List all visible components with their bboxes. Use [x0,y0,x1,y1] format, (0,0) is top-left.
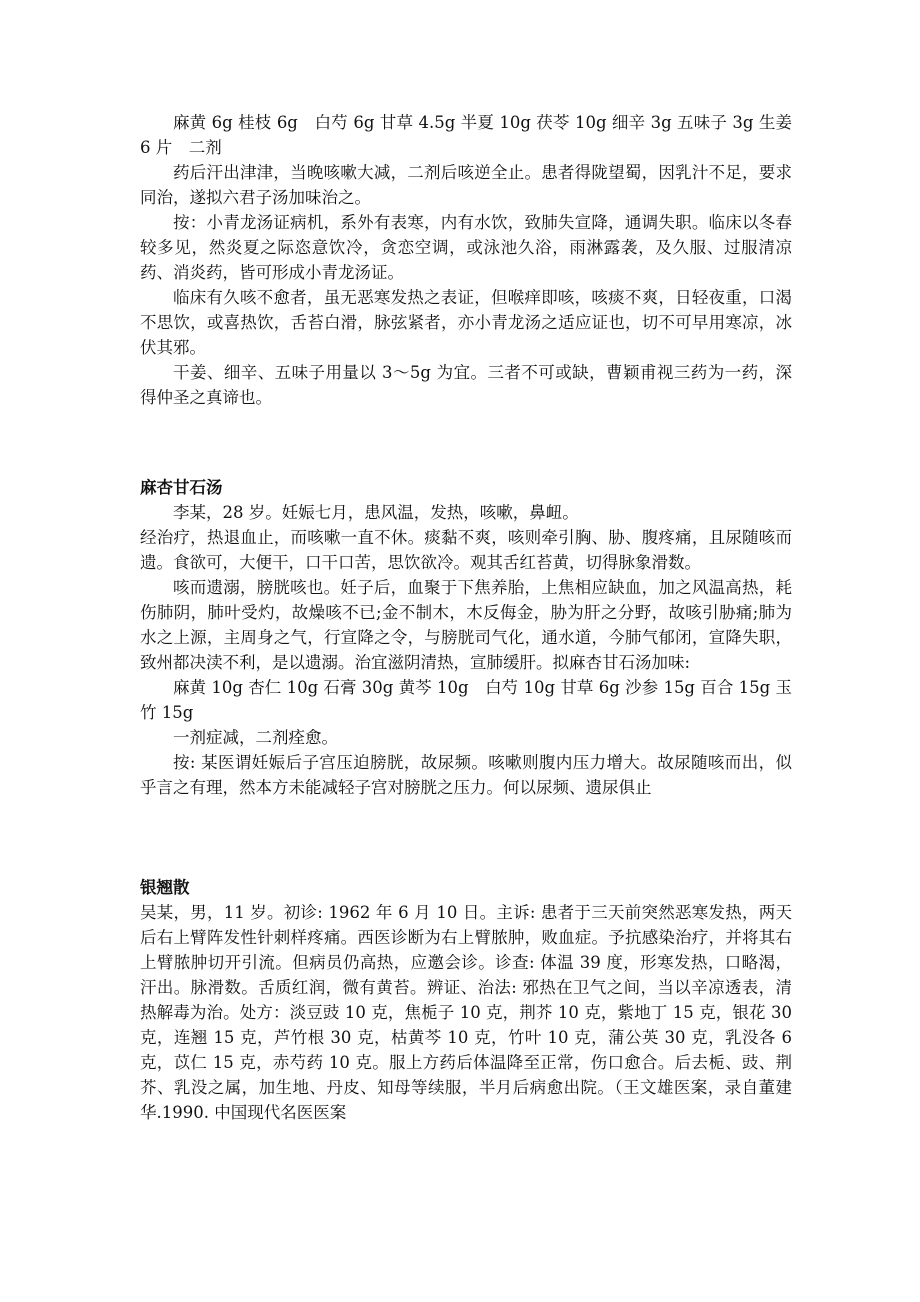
treatment-result: 一剂症减，二剂痊愈。 [173,728,338,747]
commentary-paragraph: 按: 某医谓妊娠后子宫压迫膀胱，故尿频。咳嗽则腹内压力增大。故尿随咳而出，似乎言之有理，然本方未能减轻子宫对膀胱之压力。何以尿频、遗尿俱止 [140,753,792,797]
prescription-maxingganshi: 麻黄 10g 杏仁 10g 石膏 30g 黄芩 10g 白芍 10g 甘草 6g 沙参 15g 百合 15g 玉竹 15g [140,678,792,722]
case-course: 经治疗，热退血止，而咳嗽一直不休。痰黏不爽，咳则牵引胸、胁、腹疼痛，且尿随咳而遗。食欲可，大便干，口干口苦，思饮欲冷。观其舌红苔黄，切得脉象滑数。 [140,528,792,572]
document-page [140,110,792,1125]
case-record: 吴某，男，11 岁。初诊: 1962 年 6 月 10 日。主诉: 患者于三天前突然恶寒发热，两天后右上臂阵发性针刺样疼痛。西医诊断为右上臂脓肿，败血症。予抗感染治疗，并将其右上臂脓肿切开引流。但病员仍高热，应邀会诊。诊查: 体温 39 度，形寒发热，口略渴，汗出。脉滑数。舌质红润，微有黄苔。辨证、治法: 邪热在卫气之间，当以辛凉透表，清热解毒为治。处方：淡豆豉 10 克，焦栀子 10 克，荆芥 10 克，紫地丁 15 克，银花 30 克，连翘 15 克，芦竹根 30 克，枯黄芩 10 克，竹叶 10 克，蒲公英 30 克，乳没各 6 克，苡仁 15 克，赤芍药 10 克。服上方药后体温降至正常，伤口愈合。后去栀、豉、荆芥、乳没之属，加生地、丹皮、知母等续服，半月后病愈出院。（王文雄医案，录自董建华.1990. 中国现代名医医案 [140,903,792,1122]
case-analysis: 咳而遗溺，膀胱咳也。妊子后，血聚于下焦养胎，上焦相应缺血，加之风温高热，耗伤肺阴，肺叶受灼，故燥咳不已;金不制木，木反侮金，胁为肝之分野，故咳引胁痛;肺为水之上源，主周身之气，行宣降之令，与膀胱司气化，通水道，今肺气郁闭，宣降失职，致州都决渎不利，是以遗溺。治宜滋阴清热，宣肺缓肝。拟麻杏甘石汤加味: [140,578,792,672]
case-intro: 李某，28 岁。妊娠七月，患风温，发热，咳嗽，鼻衄。 [173,503,579,522]
section-spacer [140,800,792,875]
section-title-yinqiao: 银翘散 [140,878,190,897]
treatment-result: 药后汗出津津，当晚咳嗽大减，二剂后咳逆全止。患者得陇望蜀，因乳汁不足，要求同治，遂拟六君子汤加味治之。 [140,163,792,207]
commentary-paragraph: 干姜、细辛、五味子用量以 3～5g 为宜。三者不可或缺，曹颖甫视三药为一药，深得仲圣之真谛也。 [140,363,792,407]
commentary-paragraph: 临床有久咳不愈者，虽无恶寒发热之表证，但喉痒即咳，咳痰不爽，日轻夜重，口渴不思饮，或喜热饮，舌苔白滑，脉弦紧者，亦小青龙汤之适应证也，切不可早用寒凉，冰伏其邪。 [140,288,792,357]
prescription-xiaoqinglong: 麻黄 6g 桂枝 6g 白芍 6g 甘草 4.5g 半夏 10g 茯苓 10g 细辛 3g 五味子 3g 生姜 6 片 二剂 [140,113,792,157]
section-title-maxingganshi: 麻杏甘石汤 [140,478,223,497]
section-spacer [140,410,792,475]
commentary-paragraph: 按：小青龙汤证病机，系外有表寒，内有水饮，致肺失宣降，通调失职。临床以冬春较多见，然炎夏之际恣意饮冷，贪恋空调，或泳池久浴，雨淋露袭，及久服、过服清凉药、消炎药，皆可形成小青龙汤证。 [140,213,792,282]
